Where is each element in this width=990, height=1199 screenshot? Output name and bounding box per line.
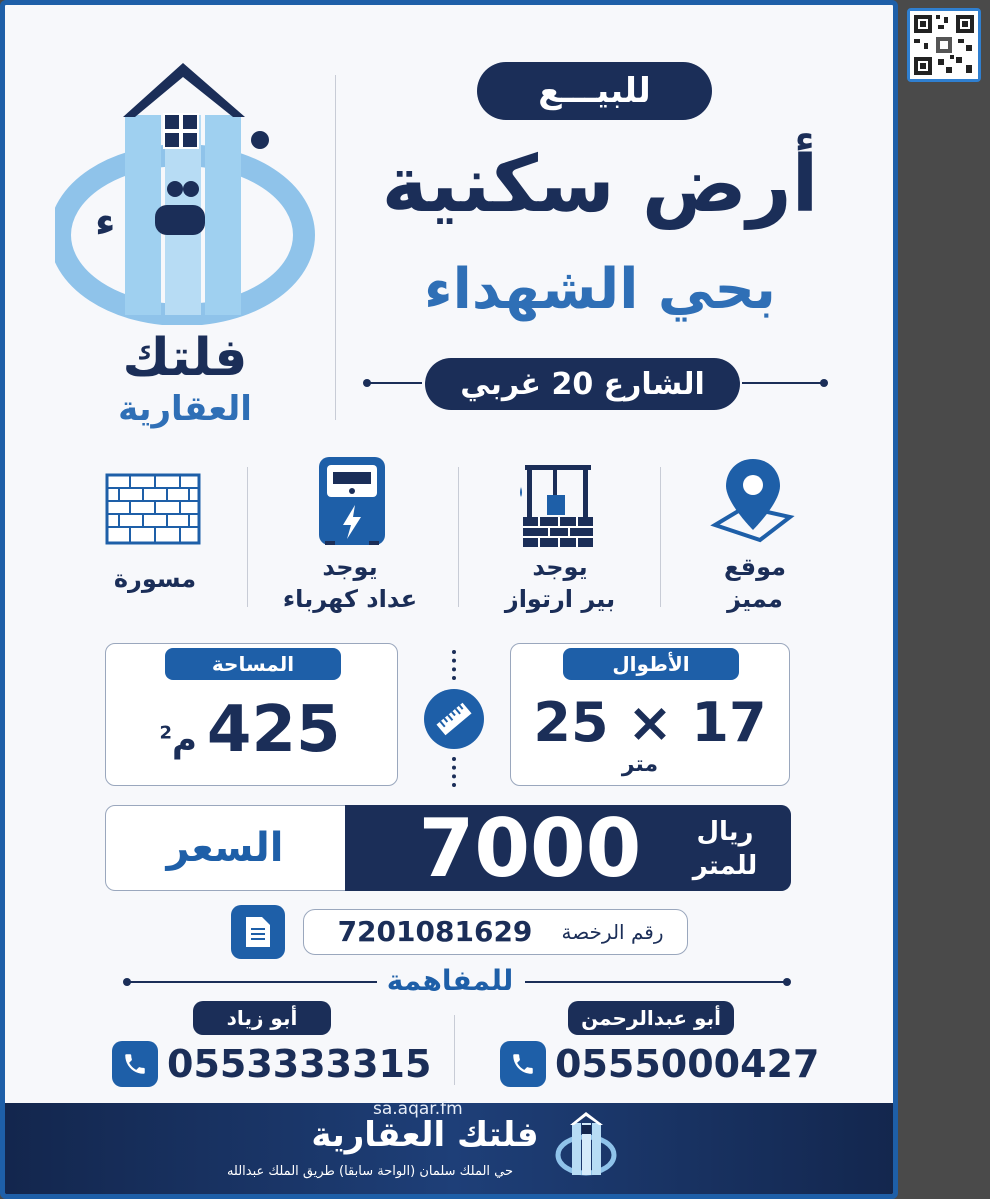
feature-divider-2 — [458, 467, 459, 607]
contact-heading: للمفاهمة — [386, 964, 514, 997]
contact-name-1: أبو عبدالرحمن — [568, 1001, 734, 1035]
ruler-icon — [423, 688, 485, 750]
feature-divider-1 — [660, 467, 661, 607]
phone-icon[interactable] — [500, 1041, 546, 1087]
street-line-left — [367, 382, 422, 384]
phone-icon-2[interactable] — [112, 1041, 158, 1087]
area-unit-text: م — [172, 720, 197, 760]
for-sale-badge: للبيـــع — [477, 62, 712, 120]
feature-well-line1: يوجد — [532, 553, 588, 581]
listing-title: أرض سكنية — [381, 140, 819, 230]
logo-graphic — [55, 55, 315, 325]
header-divider — [335, 75, 336, 420]
street-dot-left — [363, 379, 371, 387]
feature-location-line1: موقع — [723, 553, 786, 581]
area-value: 425 — [206, 693, 341, 767]
dotted-divider-bottom — [452, 757, 456, 787]
water-well-icon — [517, 457, 599, 549]
document-icon — [231, 905, 285, 959]
feature-divider-3 — [247, 467, 248, 607]
contact-divider — [454, 1015, 455, 1085]
contact-phone-1[interactable]: 0555000427 — [555, 1042, 820, 1086]
electric-meter-icon — [317, 455, 387, 547]
footer-address: حي الملك سلمان (الواحة سابقا) طريق الملك عبدالله — [226, 1164, 514, 1179]
street-line-right — [742, 382, 822, 384]
location-pin-icon — [710, 455, 796, 550]
feature-well-line2: بير ارتواز — [504, 585, 616, 613]
contact-phone-2[interactable]: 0553333315 — [167, 1042, 432, 1086]
feature-location-line2: مميز — [727, 585, 783, 613]
logo-name: فلتك — [122, 328, 248, 388]
dotted-divider-top — [452, 650, 456, 680]
price-value: 7000 — [418, 802, 642, 895]
price-currency: ريال — [696, 817, 754, 847]
area-unit — [159, 720, 196, 760]
area-value-group — [125, 695, 375, 765]
street-badge: الشارع 20 غربي — [425, 358, 740, 410]
area-unit-sup: 2 — [159, 722, 172, 744]
contact-dot-right — [783, 978, 791, 986]
footer-watermark: sa.aqar.fm — [373, 1099, 463, 1119]
street-dot-right — [820, 379, 828, 387]
dimensions-unit: متر — [621, 752, 659, 777]
logo-subtitle: العقارية — [118, 389, 252, 429]
qr-code[interactable] — [907, 8, 981, 82]
price-label: السعر — [166, 825, 284, 871]
license-label: رقم الرخصة — [561, 920, 664, 944]
footer-brand: فلتك العقارية — [311, 1115, 539, 1155]
district-name: بحي الشهداء — [424, 257, 776, 322]
dimensions-label: الأطوال — [563, 648, 739, 680]
feature-meter-line1: يوجد — [322, 553, 378, 581]
license-number: 7201081629 — [337, 915, 533, 948]
dimensions-value: 25 × 17 — [533, 691, 767, 754]
brick-wall-icon — [105, 473, 201, 545]
contact-line-left — [127, 981, 377, 983]
contact-line-right — [525, 981, 787, 983]
price-per-meter: للمتر — [692, 851, 758, 881]
svg-text:ء: ء — [95, 199, 116, 245]
footer-logo-icon — [555, 1109, 617, 1179]
feature-meter-line2: عداد كهرباء — [282, 585, 418, 613]
area-label: المساحة — [165, 648, 341, 680]
feature-walled: مسورة — [113, 565, 197, 593]
contact-name-2: أبو زياد — [193, 1001, 331, 1035]
